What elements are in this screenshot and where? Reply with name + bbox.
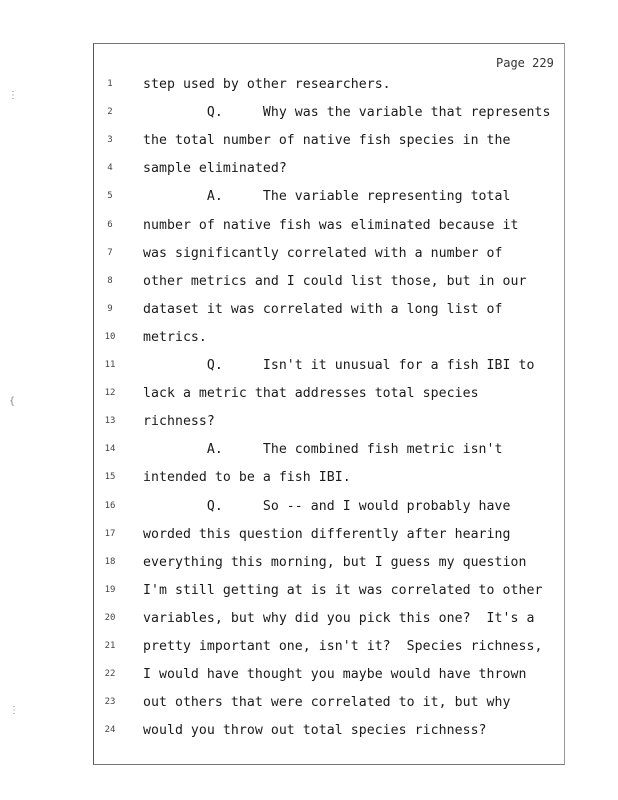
- transcript-line: Q. So -- and I would probably have: [143, 498, 511, 514]
- transcript-line: A. The variable representing total: [143, 189, 511, 205]
- transcript-line: Q. Isn't it unusual for a fish IBI to: [143, 358, 535, 373]
- line-number: 14: [104, 444, 116, 455]
- line-number: 21: [104, 641, 116, 651]
- transcript-line: everything this morning, but I guess my question: [143, 554, 527, 570]
- line-number: 3: [107, 135, 113, 146]
- transcript-line: step used by other researchers.: [143, 77, 391, 92]
- margin-mark: ⋮: [9, 705, 19, 716]
- line-number: 12: [104, 388, 116, 399]
- transcript-line: richness?: [143, 414, 215, 430]
- transcript-line: intended to be a fish IBI.: [143, 470, 351, 486]
- transcript-line: out others that were correlated to it, but why: [143, 695, 511, 711]
- line-number: 22: [104, 669, 116, 680]
- page-frame: [93, 43, 565, 765]
- transcript-line: A. The combined fish metric isn't: [143, 442, 503, 458]
- margin-mark: {: [9, 396, 16, 407]
- line-number: 19: [104, 584, 116, 595]
- line-number: 18: [104, 556, 116, 567]
- transcript-line: variables, but why did you pick this one? It's a: [143, 610, 535, 626]
- transcript-line: Q. Why was the variable that represents: [143, 105, 551, 121]
- line-number: 5: [107, 191, 113, 202]
- page-number: Page 229: [496, 56, 554, 70]
- line-number: 10: [104, 331, 116, 342]
- line-number: 8: [107, 275, 113, 286]
- line-number: 16: [104, 500, 116, 511]
- transcript-line: pretty important one, isn't it? Species richness,: [143, 639, 543, 654]
- line-number: 2: [107, 107, 113, 118]
- transcript-line: I'm still getting at is it was correlated to other: [143, 582, 543, 598]
- line-number: 13: [104, 416, 116, 427]
- line-number: 6: [107, 219, 113, 230]
- transcript-line: would you throw out total species richness?: [143, 723, 487, 739]
- transcript-line: number of native fish was eliminated because it: [143, 217, 519, 233]
- transcript-line: lack a metric that addresses total species: [143, 386, 479, 402]
- transcript-line: sample eliminated?: [143, 161, 287, 177]
- line-number: 17: [104, 528, 116, 539]
- transcript-line: metrics.: [143, 329, 207, 345]
- line-number: 11: [104, 360, 116, 370]
- line-number: 15: [104, 472, 116, 483]
- transcript-line: was significantly correlated with a number of: [143, 245, 503, 261]
- line-number: 24: [104, 725, 116, 736]
- line-number: 20: [104, 612, 116, 623]
- line-number: 7: [107, 247, 113, 258]
- transcript-line: dataset it was correlated with a long list of: [143, 301, 503, 317]
- margin-mark: ⋮: [8, 90, 18, 101]
- transcript-line: I would have thought you maybe would have thrown: [143, 667, 527, 683]
- transcript-line: worded this question differently after hearing: [143, 526, 511, 542]
- line-number: 23: [104, 697, 116, 708]
- transcript-line: other metrics and I could list those, but in our: [143, 273, 527, 289]
- line-number: 9: [107, 303, 113, 314]
- line-number: 1: [107, 79, 113, 89]
- line-number: 4: [107, 163, 113, 174]
- transcript-line: the total number of native fish species in the: [143, 133, 511, 149]
